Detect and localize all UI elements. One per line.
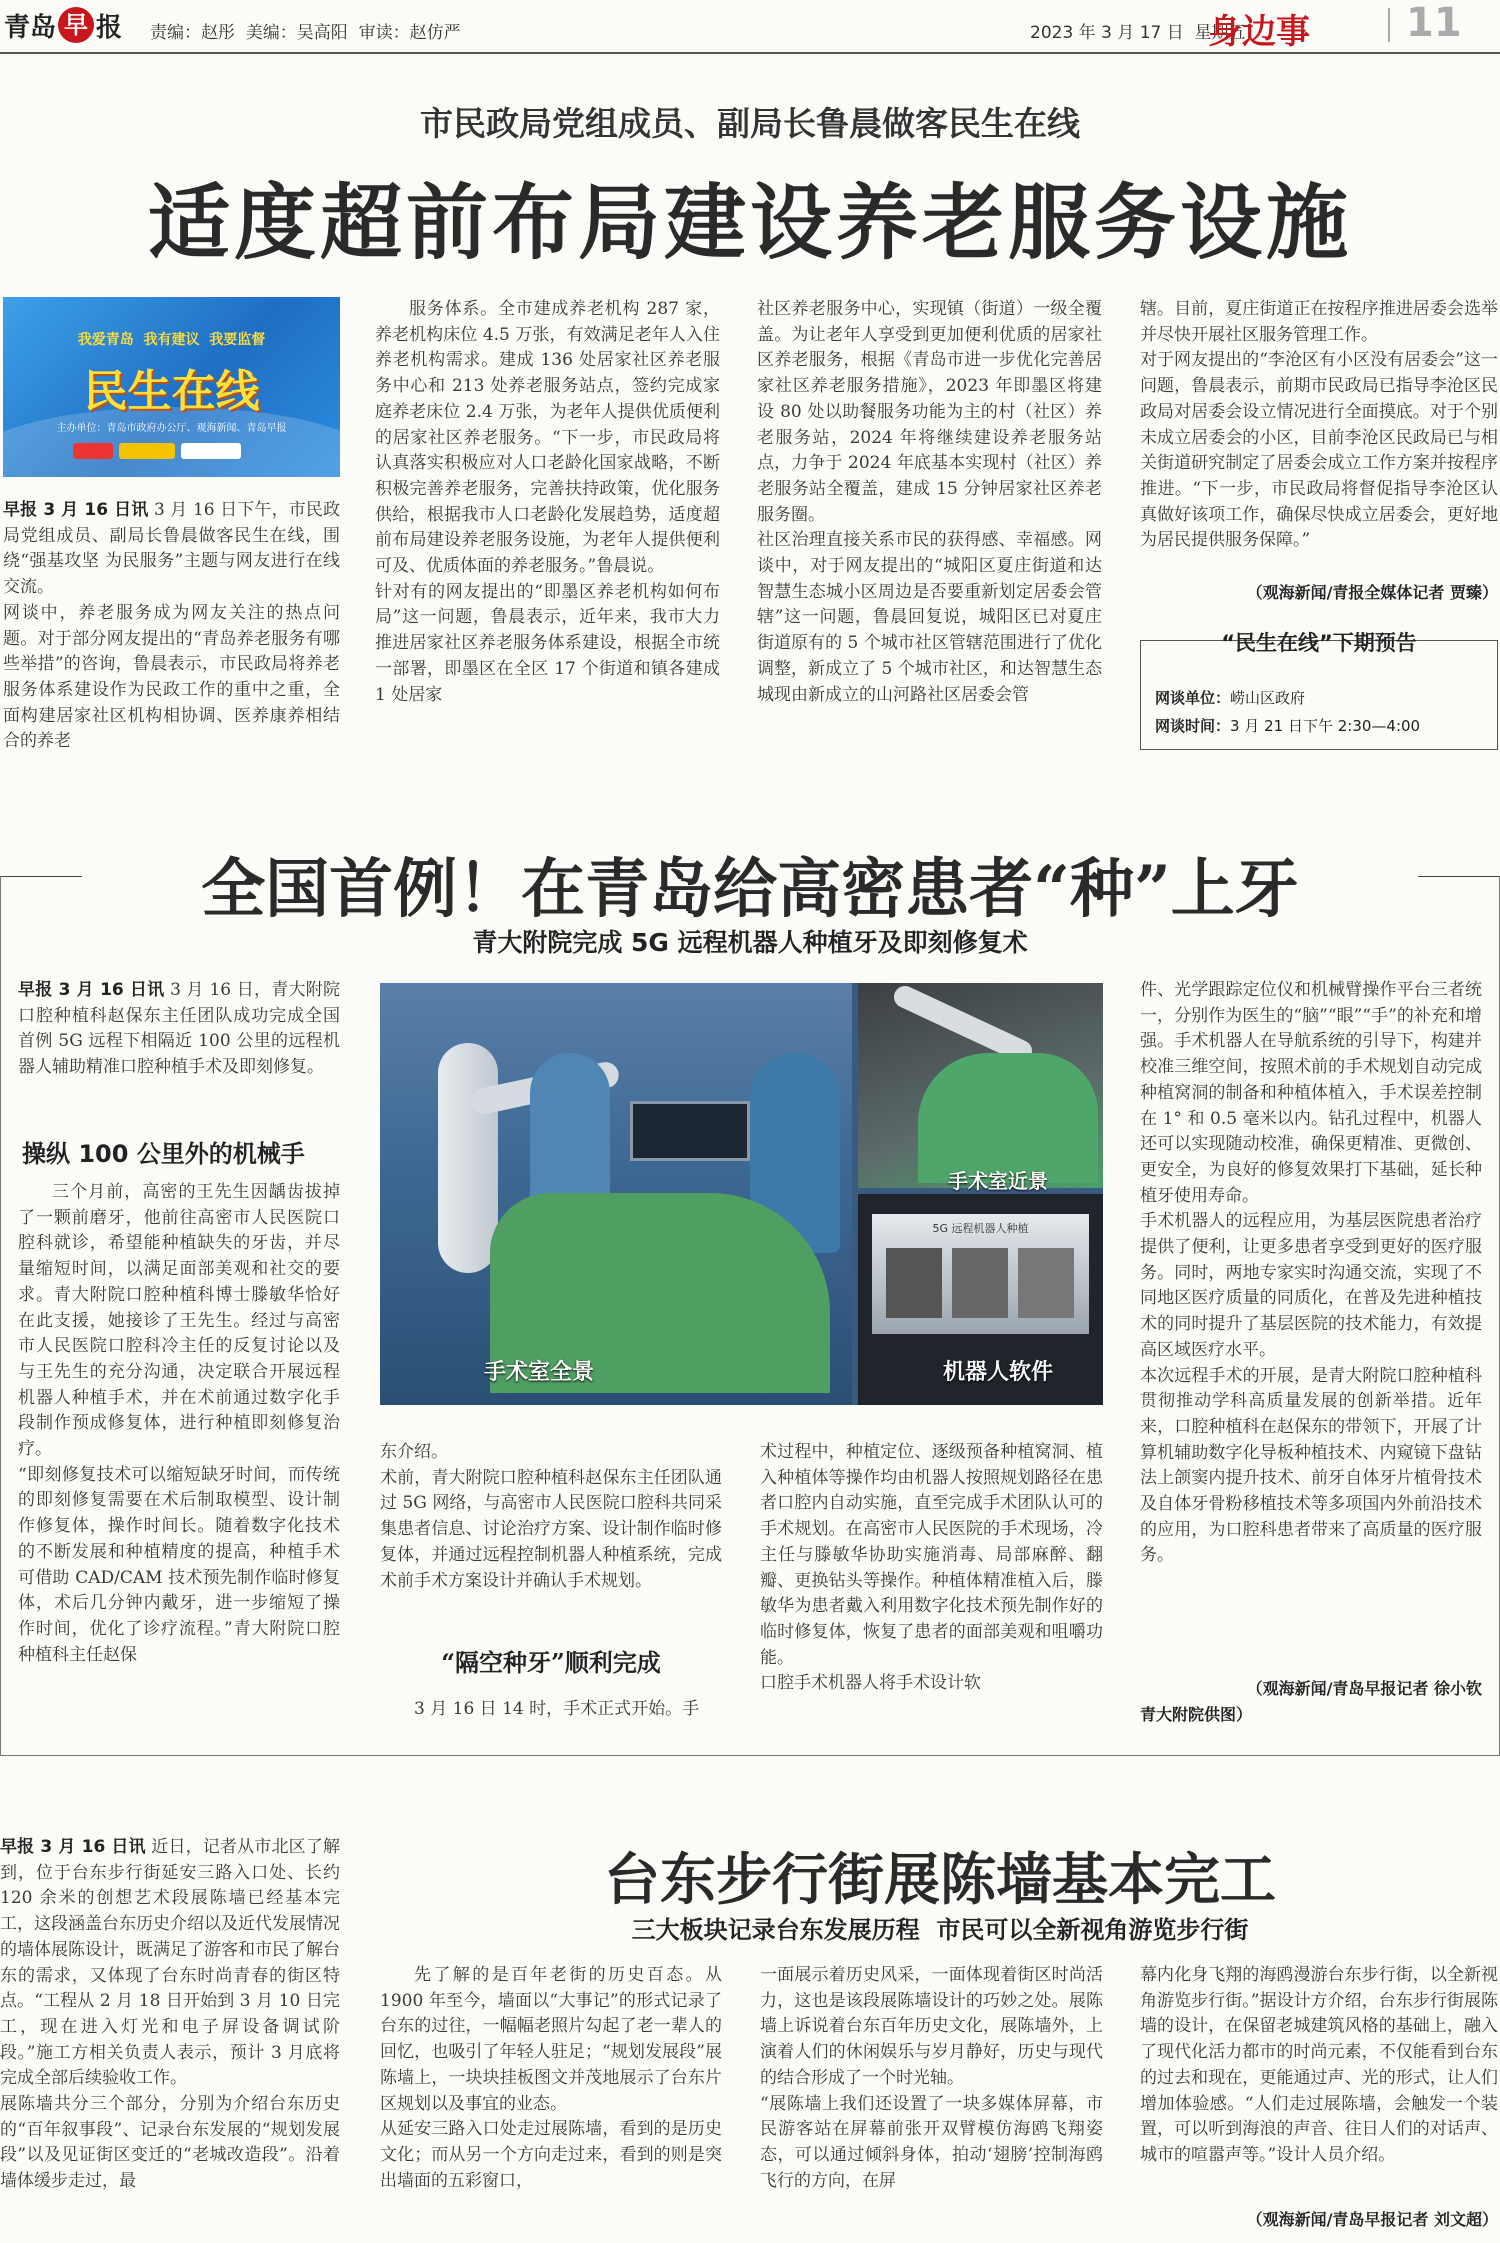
banner-sponsor: 主办单位：青岛市政府办公厅、观海新闻、青岛早报 — [56, 423, 287, 434]
story1-col4: 辖。目前，夏庄街道正在按程序推进居委会选举并尽快开展社区服务管理工作。 对于网友提出的“李沧区有小区没有居委会”这一问题，鲁晨表示，前期市民政局已指导李沧区民政局对居委会设立情况进行全面摸底。对于个别未成立居委会的小区，目前李沧区民政局已与相关街道研究制定了居委会成立工作方案并按程序推进。“下一步，市民政局将督促指导李沧区认真做好该项工作，确保尽快成立居委会，更好地为居民提供服务保障。” — [1140, 299, 1498, 551]
story2-col3: 术过程中，种植定位、逐级预备种植窝洞、植入种植体等操作均由机器人按照规划路径在患者口腔内自动实施，直至完成手术团队认可的手术规划。在高密市人民医院的手术现场，冷主任与滕敏华协助实施消毒、局部麻醉、翻瓣、更换钻头等操作。种植体精准植入后，滕敏华为患者戴入利用数字化技术预先制作好的临时修复体，恢复了患者的面部美观和咀嚼功能。 口腔手术机器人将手术设计软 — [760, 1442, 1103, 1694]
story3-lead: 早报 3 月 16 日讯 — [0, 1837, 146, 1857]
story2-lead: 早报 3 月 16 日讯 — [18, 980, 165, 1000]
operating-room-closeup-photo — [858, 983, 1103, 1188]
logo-badge: 早 — [58, 7, 94, 43]
banner-title: 民生在线 — [83, 366, 260, 417]
banner-badge-white — [181, 443, 241, 459]
story3-col4: 幕内化身飞翔的海鸥漫游台东步行街，以全新视角游览步行街。”据设计方介绍，台东步行街展陈墙的设计，在保留老城建筑风格的基础上，融入了现代化活力都市的时尚元素，不仅能看到台东的过去和现在，更能通过声、光的形式，让人们增加体验感。“人们走过展陈墙，会触发一个装置，可以听到海浪的声音、往日人们的对话声、城市的喧嚣声等。”设计人员介绍。 — [1140, 1965, 1498, 2165]
banner-badges — [73, 443, 241, 459]
preview-unit-row — [1155, 687, 1305, 708]
issue-date: 2023 年 3 月 17 日 星期五 — [1030, 23, 1246, 43]
story3-headline: 台东步行街展陈墙基本完工 — [604, 1847, 1276, 1913]
story1-col3: 社区养老服务中心，实现镇（街道）一级全覆盖。为让老年人享受到更加便利优质的居家社区养老服务，根据《青岛市进一步优化完善居家社区养老服务措施》，2023 年即墨区将建设 80 处以助餐服务功能为主的村（社区）养老服务站，2024 年将继续建设养老服务站点，力争于 2024 年底基本实现村（社区）养老服务站全覆盖，建成 15 分钟居家社区养老服务圈。 社区治理直接关系市民的获得感、幸福感。网谈中，对于网友提出的“城阳区夏庄街道和达智慧生态城小区周边是否要重新划定居委会管辖”这一问题，鲁晨回复说，城阳区已对夏庄街道原有的 5 个城市社区管辖范围进行了优化调整，新成立了 5 个城市社区，和达智慧生态城现由新成立的山河路社区居委会管 — [757, 299, 1102, 705]
minsheng-zaixian-banner — [3, 297, 340, 477]
story1-col1-intro — [3, 498, 340, 758]
story2-credit-line1: （观海新闻/青岛早报记者 徐小钦 — [1246, 1679, 1482, 1698]
preview-time: 3 月 21 日下午 2:30—4:00 — [1230, 717, 1421, 735]
story2-col2b: 3 月 16 日 14 时，手术正式开始。手 — [414, 1699, 700, 1719]
story2-section-head2: “隔空种牙”顺利完成 — [441, 1648, 661, 1677]
story3-col2: 先了解的是百年老街的历史百态。从 1900 年至今，墙面以“大事记”的形式记录了台东的过往，一幅幅老照片勾起了老一辈人的回忆，也吸引了年轻人驻足；“规划发展段”展陈墙上，一块块挂板图文并茂地展示了台东片区规划以及事宜的业态。 从延安三路入口处走过展陈墙，看到的是历史文化；而从另一个方向走过来，看到的则是突出墙面的五彩窗口， — [380, 1965, 722, 2191]
masthead — [0, 0, 1500, 52]
story2-col2: 东介绍。 术前，青大附院口腔种植科赵保东主任团队通过 5G 网络，与高密市人民医院口腔科共同采集患者信息、讨论治疗方案、设计制作临时修复体，并通过远程控制机器人种植系统，完成术前手术方案设计并确认手术规划。 — [380, 1442, 722, 1591]
story2-col1: 三个月前，高密的王先生因龋齿拔掉了一颗前磨牙，他前往高密市人民医院口腔科就诊，希望能种植缺失的牙齿，并尽量缩短时间，以满足面部美观和社交的要求。青大附院口腔种植科博士滕敏华恰好在此支援，她接诊了王先生。经过与高密市人民医院口腔科冷主任的反复讨论以及与王先生的充分沟通，决定联合开展远程机器人种植手术，并在术前通过数字化手段制作预成修复体，进行种植即刻修复治疗。 “即刻修复技术可以缩短缺牙时间，而传统的即刻修复需要在术后制取模型、设计制作修复体，操作时间长。随着数字化技术的不断发展和种植精度的提高，种植手术可借助 CAD/CAM 技术预先制作临时修复体，术后几分钟内戴牙，进一步缩短了操作时间，优化了诊疗流程。”青大附院口腔种植科主任赵保 — [18, 1182, 340, 1665]
caption-closeup: 手术室近景 — [948, 1169, 1048, 1193]
story3-col1 — [0, 1835, 340, 2240]
banner-slogan: 我爱青岛 我有建议 我要监督 — [77, 332, 266, 348]
story2-intro-text: 3 月 16 日，青大附院口腔种植科赵保东主任团队成功完成全国首例 5G 远程下相隔近 100 公里的远程机器人辅助精准口腔种植手术及即刻修复。 — [18, 980, 340, 1078]
story2-credit-line2: 青大附院供图） — [1140, 1705, 1253, 1724]
logo-text-c: 报 — [96, 12, 123, 43]
story2-intro — [18, 978, 340, 1108]
story1-credit: （观海新闻/青报全媒体记者 贾臻） — [1246, 583, 1498, 602]
closeup-drape — [918, 1053, 1098, 1183]
page-number: 11 — [1406, 0, 1462, 46]
story1-col2: 服务体系。全市建成养老机构 287 家，养老机构床位 4.5 万张，有效满足老年人入住养老机构需求。建成 136 处居家社区养老服务中心和 213 处养老服务站点，签约完成家庭养老床位 2.4 万张，为老年人提供优质便利的居家社区养老服务。“下一步，市民政局将认真落实积极应对人口老龄化国家战略，不断积极完善养老服务，完善扶持政策，优化服务供给，根据我市人口老龄化发展趋势，适度超前布局建设养老服务设施，为老年人提供便利可及、优质体面的养老服务。”鲁晨说。 针对有的网友提出的“即墨区养老机构如何布局”这一问题，鲁晨表示，近年来，我市大力推进居家社区养老服务体系建设，根据全市统一部署，即墨区在全区 17 个街道和镇各建成 1 处居家 — [375, 299, 720, 705]
preview-unit-label: 网谈单位： — [1155, 689, 1231, 707]
caption-software: 机器人软件 — [943, 1360, 1054, 1385]
monitor-shape — [630, 1101, 750, 1161]
software-scan-1 — [886, 1248, 942, 1318]
next-preview-title: “民生在线”下期预告 — [1221, 631, 1417, 655]
story3-col3: 一面展示着历史风采，一面体现着街区时尚活力，这也是该段展陈墙设计的巧妙之处。展陈墙上诉说着台东百年历史文化，展陈墙外，上演着人们的休闲娱乐与岁月静好，历史与现代的结合形成了一个时光轴。 “展陈墙上我们还设置了一块多媒体屏幕，市民游客站在屏幕前张开双臂模仿海鸥飞翔姿态，可以通过倾斜身体，拍动‘翅膀’控制海鸥飞行的方向，在屏 — [760, 1965, 1103, 2191]
story1-col1-text: 3 月 16 日下午，市民政局党组成员、副局长鲁晨做客民生在线，围绕“强基攻坚 为民服务”主题与网友进行在线交流。 网谈中，养老服务成为网友关注的热点问题。对于部分网友提出的“青岛养老服务有哪些举措”的咨询，鲁晨表示，市民政局将养老服务体系建设作为民政工作的重中之重，全面构建居家社区机构相协调、医养康养相结合的养老 — [3, 500, 340, 752]
story2-subhead: 青大附院完成 5G 远程机器人种植牙及即刻修复术 — [472, 928, 1028, 957]
story1-headline: 适度超前布局建设养老服务设施 — [147, 175, 1352, 271]
story2-col4: 件、光学跟踪定位仪和机械臂操作平台三者统一，分别作为医生的“脑”“眼”“手”的补充和增强。手术机器人在导航系统的引导下，构建并校准三维空间，按照术前的手术规划自动完成种植窝洞的制备和种植体植入，手术误差控制在 1° 和 0.5 毫米以内。钻孔过程中，机器人还可以实现随动校准，确保更精准、更微创、更安全，为良好的修复效果打下基础，延长种植牙使用寿命。 手术机器人的远程应用，为基层医院患者治疗提供了便利，让更多患者享受到更好的医疗服务。同时，两地专家实时沟通交流，实现了不同地区医疗质量的同质化，在普及先进种植技术的同时提升了基层医院的技术能力，有效提高区域医疗水平。 本次远程手术的开展，是青大附院口腔种植科贯彻推动学科高质量发展的创新举措。近年来，口腔种植科在赵保东的带领下，开展了计算机辅助数字化导板种植技术、内窥镜下盘钻法上颌窦内提升技术、前牙自体牙片植骨技术及自体牙骨粉移植技术等多项国内外前沿技术的应用，为口腔科患者带来了高质量的医疗服务。 — [1140, 980, 1482, 1566]
editor-credits: 责编：赵彤 美编：吴高阳 审读：赵仿严 — [150, 23, 461, 43]
robot-arm — [438, 1043, 498, 1273]
story3-credit: （观海新闻/青岛早报记者 刘文超） — [1246, 2210, 1498, 2229]
preview-time-label: 网谈时间： — [1155, 717, 1231, 735]
section-name: 身边事 — [1208, 12, 1310, 52]
next-preview-box — [1140, 631, 1498, 750]
newspaper-logo — [4, 8, 122, 42]
software-scan-3 — [1018, 1248, 1074, 1318]
software-scan-2 — [952, 1248, 1008, 1318]
logo-text-a: 青岛 — [4, 12, 57, 43]
story1-lead: 早报 3 月 16 日讯 — [3, 500, 149, 520]
story3-subhead: 三大板块记录台东发展历程 市民可以全新视角游览步行街 — [631, 1916, 1249, 1944]
operating-room-panorama-photo — [380, 983, 852, 1405]
masthead-rule — [0, 52, 1500, 54]
story3-col1-text: 近日，记者从市北区了解到，位于台东步行街延安三路入口处、长约 120 余米的创想艺术段展陈墙已经基本完工，这段涵盖台东历史介绍以及近代发展情况的墙体展陈设计，既满足了游客和市民了解台东的需求，又体现了台东时尚青春的街区特点。“工程从 2 月 18 日开始到 3 月 10 日完工，现在进入灯光和电子屏设备调试阶段。”施工方相关负责人表示，预计 3 月底将完成全部后续验收工作。 展陈墙共分三个部分，分别为介绍台东历史的“百年叙事段”、记录台东发展的“规划发展段”以及见证街区变迁的“老城改造段”。沿着墙体缓步走过，最 — [0, 1837, 340, 2192]
caption-panorama: 手术室全景 — [484, 1360, 595, 1385]
story2-headline: 全国首例！在青岛给高密患者“种”上牙 — [201, 852, 1299, 927]
story2-section-head1: 操纵 100 公里外的机械手 — [22, 1140, 305, 1168]
preview-unit: 崂山区政府 — [1230, 689, 1306, 707]
banner-badge-red — [73, 443, 113, 459]
preview-time-row — [1155, 715, 1420, 736]
banner-badge-yellow — [119, 443, 175, 459]
masthead-divider — [1388, 8, 1390, 42]
surgery-photo-collage — [380, 983, 1103, 1405]
software-screen-text: 5G 远程机器人种植 — [932, 1222, 1029, 1235]
software-screen — [872, 1214, 1089, 1334]
story1-kicker: 市民政局党组成员、副局长鲁晨做客民生在线 — [420, 104, 1080, 143]
